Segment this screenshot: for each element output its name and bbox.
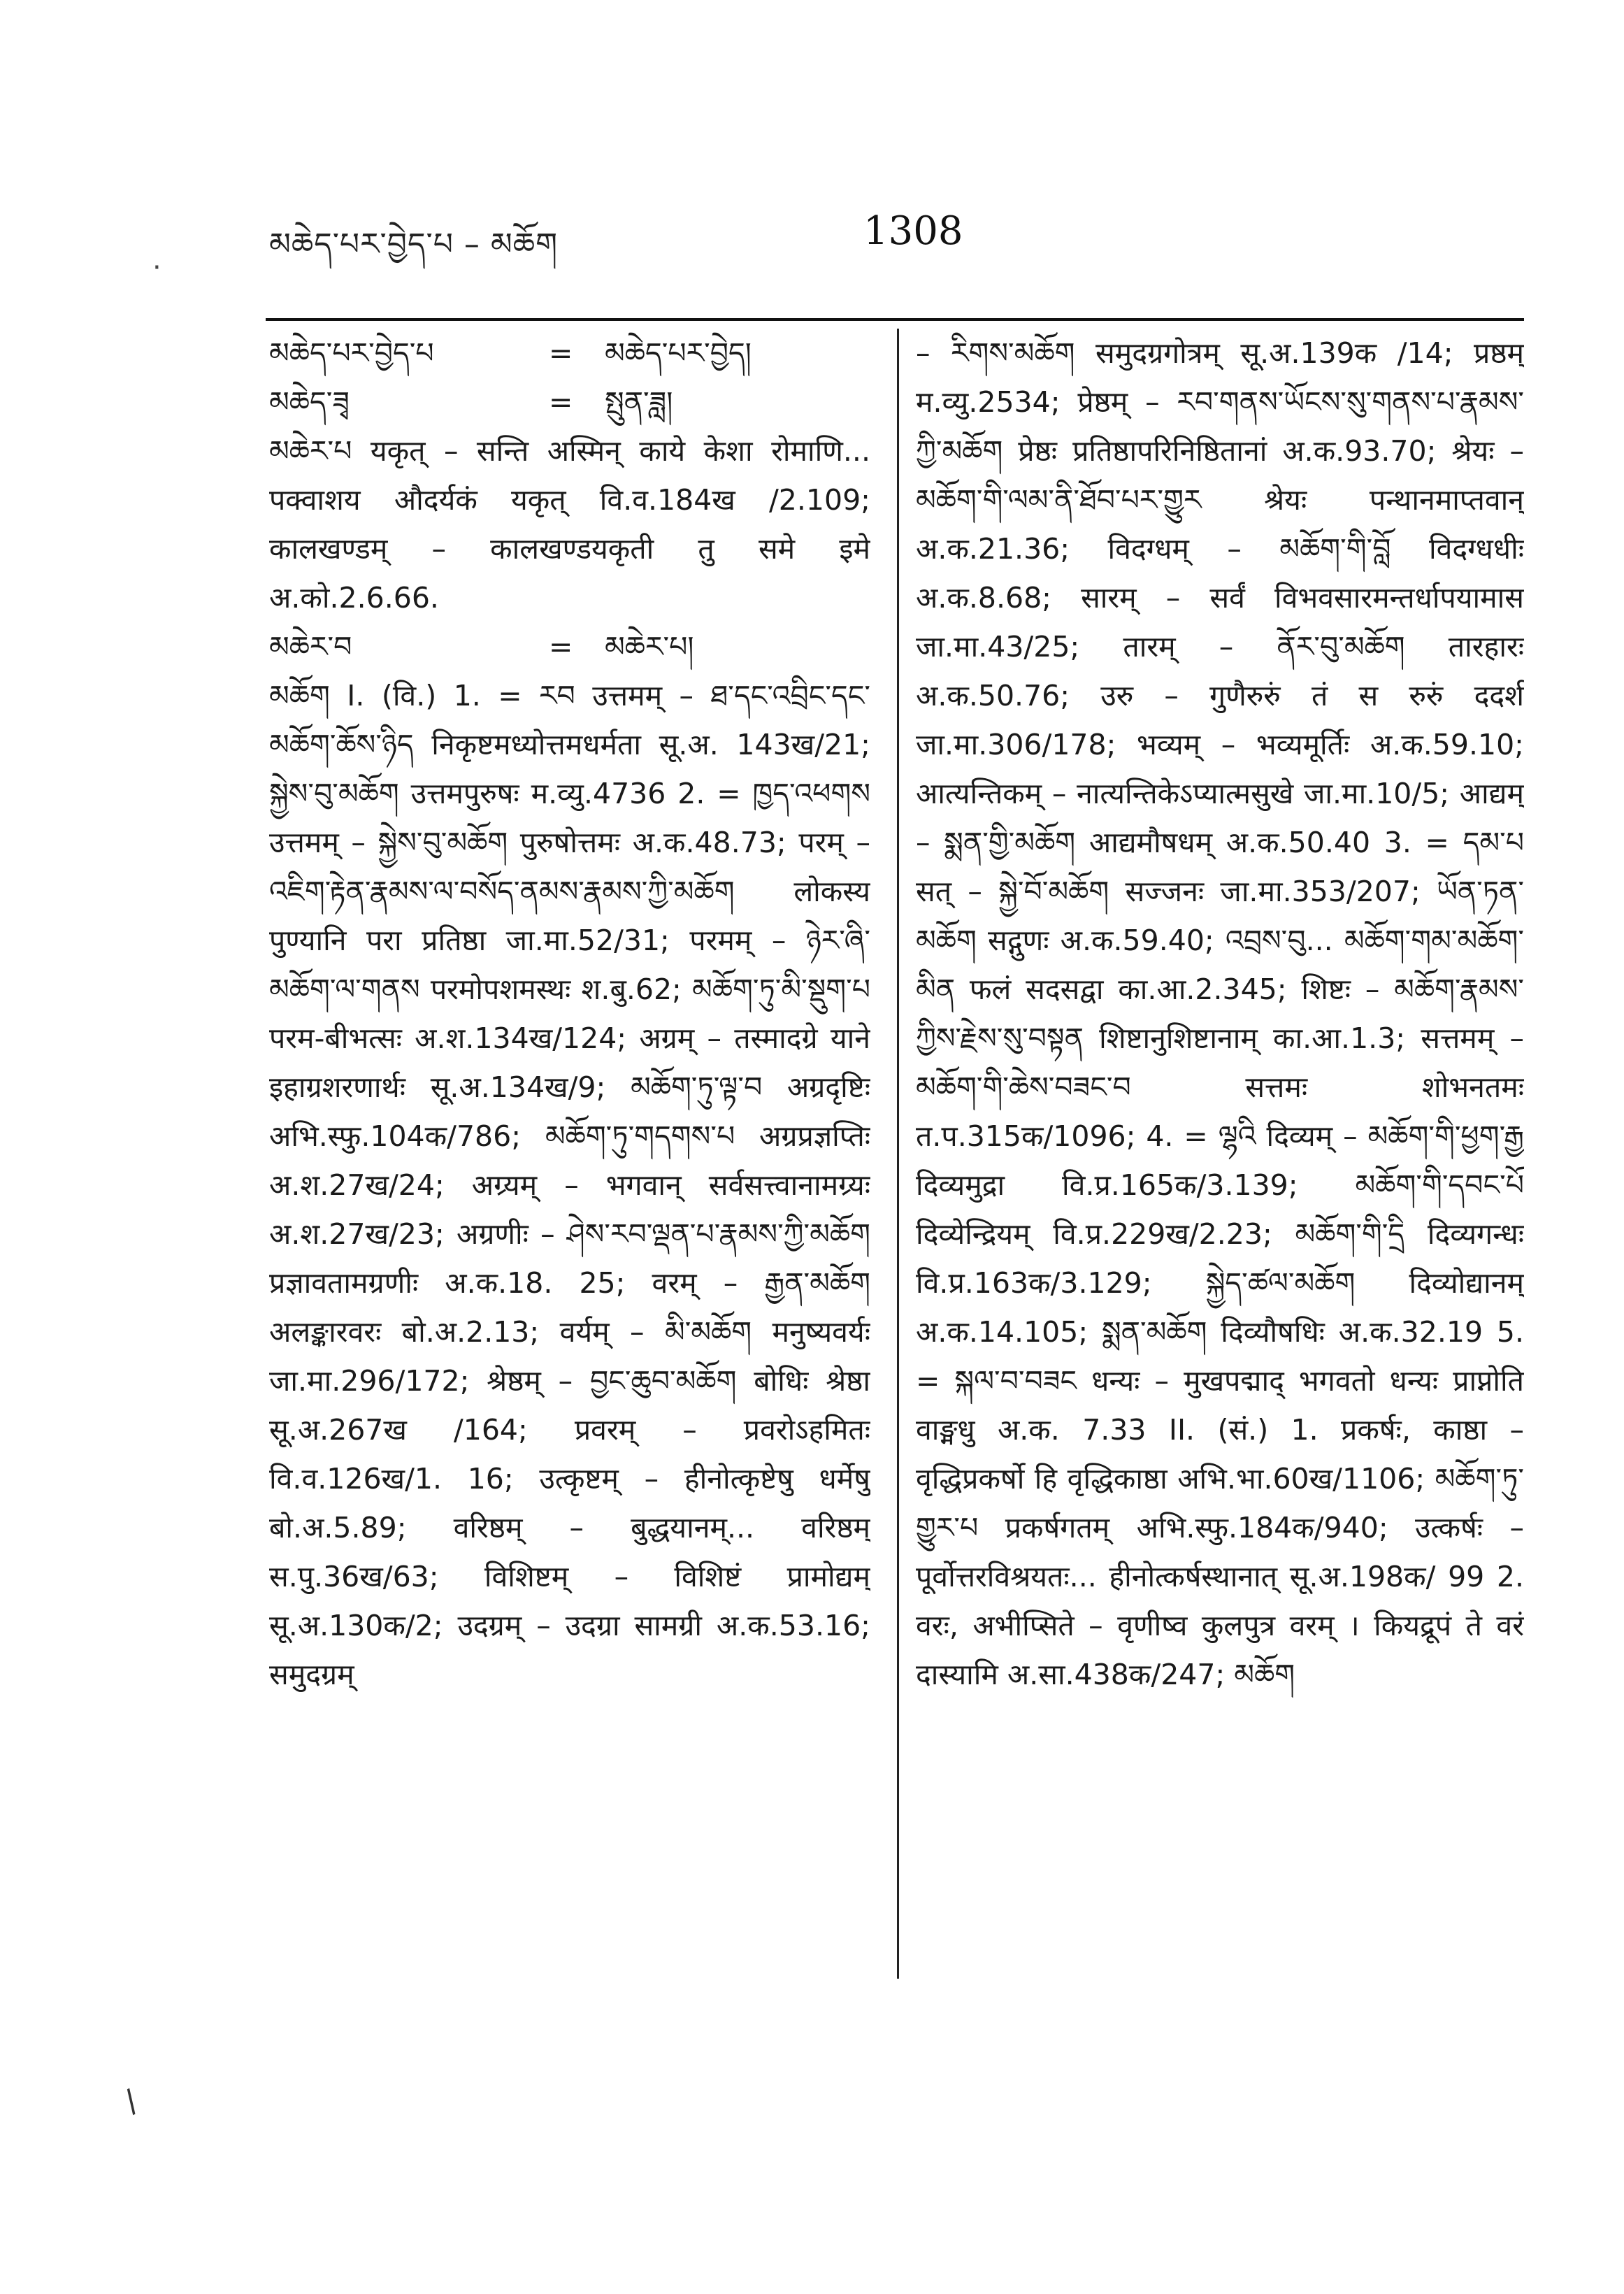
entry-cross-ref (269, 622, 870, 671)
entry-reference: མཆེར་པ། (605, 630, 694, 664)
equals-sign: = (549, 385, 573, 419)
equals-sign: = (549, 630, 573, 664)
entry-headword: མཆེར་བ (269, 630, 352, 664)
header-rule (266, 318, 1524, 321)
page-number: 1308 (863, 208, 963, 254)
entry-headword: མཆེད་པར་བྱེད་པ (269, 336, 434, 370)
left-column (269, 329, 870, 1993)
entry-cross-ref (269, 378, 870, 426)
entry-body: མཆེར་པ यकृत् – सन्ति अस्मिन् काये केशा रोमाणि... पक्वाशय औदर्यकं यकृत् वि.व.184ख /2.109; कालखण्डम् – कालखण्डयकृती तु समे इमे अ.को.2.6.66. (269, 434, 870, 615)
running-head: མཆེད་པར་བྱེད་པ – མཆོག (269, 227, 559, 262)
stray-mark-dot: · (152, 252, 161, 284)
entry-reference: སྤུན་ཟླ། (605, 385, 673, 419)
right-column (916, 329, 1524, 1993)
equals-sign: = (549, 336, 573, 370)
entry-reference: མཆེད་པར་བྱེད། (605, 336, 752, 370)
entry-body: – རིགས་མཆོག समुदग्रगोत्रम् सू.अ.139क /14; प्रष्ठम् म.व्यु.2534; प्रेष्ठम् – རབ་གནས་ཡོངས་སུ་གནས་པ་རྣམས་ཀྱི་མཆོག प्रेष्ठः प्रतिष्ठापरिनिष्ठितानां अ.क.93.70; श्रेयः – མཆོག་གི་ལམ་ནི་ཐོབ་པར་གྱུར श्रेयः पन्थानमाप्तवान् अ.क.21.36; विदग्धम् – མཆོག་གི་བློ विदग्धधीः अ.क.8.68; सारम् – सर्वं विभवसारमन्तर्धापयामास जा.मा.43/25; तारम् – ནོར་བུ་མཆོག तारहारः अ.क.50.76; उरु – गुणैरुरुं तं स रुरुं ददर्श जा.मा.306/178; भव्यम् – भव्यमूर्तिः अ.क.59.10; आत्यन्तिकम् – नात्यन्तिकेऽप्यात्मसुखे जा.मा.10/5; आद्यम् – སྨན་གྱི་མཆོག आद्यमौषधम् अ.क.50.40 3. = དམ་པ सत् – སྐྱེ་བོ་མཆོག सज्जनः जा.मा.353/207; ཡོན་ཏན་མཆོག सद्गुणः अ.क.59.40; འབྲས་བུ... མཆོག་གམ་མཆོག་མིན फलं सदसद्वा का.आ.2.345; शिष्टः – མཆོག་རྣམས་ཀྱིས་རྗེས་སུ་བསྟན शिष्टानुशिष्टानाम् का.आ.1.3; सत्तमम् – མཆོག་གི་ཆེས་བཟང་བ सत्तमः शोभनतमः त.प.315क/1096; 4. = ལྷའི दिव्यम् – མཆོག་གི་ཕྱག་རྒྱ दिव्यमुद्रा वि.प्र.165क/3.139; མཆོག་གི་དབང་པོ दिव्येन्द्रियम् वि.प्र.229ख/2.23; མཆོག་གི་དྲི दिव्यगन्धः वि.प्र.163क/3.129; སྐྱེད་ཚལ་མཆོག दिव्योद्यानम् अ.क.14.105; སྨན་མཆོག दिव्यौषधिः अ.क.32.19 5. = སྐལ་བ་བཟང धन्यः – मुखपद्माद् भगवतो धन्यः प्राप्नोति वाङ्मधु अ.क. 7.33 II. (सं.) 1. प्रकर्षः, काष्ठा – वृद्धिप्रकर्षो हि वृद्धिकाष्ठा अभि.भा.60ख/1106; མཆོག་ཏུ་གྱུར་པ प्रकर्षगतम् अभि.स्फु.184क/940; उत्कर्षः – पूर्वोत्तरविश्रयतः... हीनोत्कर्षस्थानात् सू.अ.198क/ 99 2. वरः, अभीप्सिते – वृणीष्व कुलपुत्र वरम् । कियद्रूपं ते वरं दास्यामि अ.सा.438क/247; མཆོག (916, 336, 1524, 1691)
entry-cross-ref (269, 329, 870, 378)
stray-mark: / (117, 2083, 145, 2120)
entry-headword: མཆེད་ཟྭ (269, 385, 350, 419)
entry-body: མཆོག I. (वि.) 1. = རབ उत्तमम् – ཐ་དང་འབྲིང་དང་མཆོག་ཆོས་ཉིད निकृष्टमध्योत्तमधर्मता सू.अ. 143ख/21; སྐྱེས་བུ་མཆོག उत्तमपुरुषः म.व्यु.4736 2. = ཁྱད་འཕགས उत्तमम् – སྐྱེས་བུ་མཆོག पुरुषोत्तमः अ.क.48.73; परम् – འཇིག་རྟེན་རྣམས་ལ་བསོད་ནམས་རྣམས་ཀྱི་མཆོག लोकस्य पुण्यानि परा प्रतिष्ठा जा.मा.52/31; परमम् – ཉེར་ཞི་མཆོག་ལ་གནས परमोपशमस्थः श.बु.62; མཆོག་ཏུ་མི་སྡུག་པ परम-बीभत्सः अ.श.134ख/124; अग्रम् – तस्मादग्रे याने इहाग्रशरणार्थः सू.अ.134ख/9; མཆོག་ཏུ་ལྟ་བ अग्रदृष्टिः अभि.स्फु.104क/786; མཆོག་ཏུ་གདགས་པ अग्रप्रज्ञप्तिः अ.श.27ख/24; अग्र्यम् – भगवान् सर्वसत्त्वानामग्र्यः अ.श.27ख/23; अग्रणीः – ཤེས་རབ་ལྡན་པ་རྣམས་ཀྱི་མཆོག प्रज्ञावतामग्रणीः अ.क.18. 25; वरम् – རྒྱན་མཆོག अलङ्कारवरः बो.अ.2.13; वर्यम् – མི་མཆོག मनुष्यवर्यः जा.मा.296/172; श्रेष्ठम् – བྱང་ཆུབ་མཆོག बोधिः श्रेष्ठा सू.अ.267ख /164; प्रवरम् – प्रवरोऽहमितः वि.व.126ख/1. 16; उत्कृष्टम् – हीनोत्कृष्टेषु धर्मेषु बो.अ.5.89; वरिष्ठम् – बुद्धयानम्... वरिष्ठम् स.पु.36ख/63; विशिष्टम् – विशिष्टं प्रामोद्यम् सू.अ.130क/2; उदग्रम् – उदग्रा सामग्री अ.क.53.16; समुदग्रम् (269, 679, 870, 1691)
column-divider (897, 329, 899, 1979)
